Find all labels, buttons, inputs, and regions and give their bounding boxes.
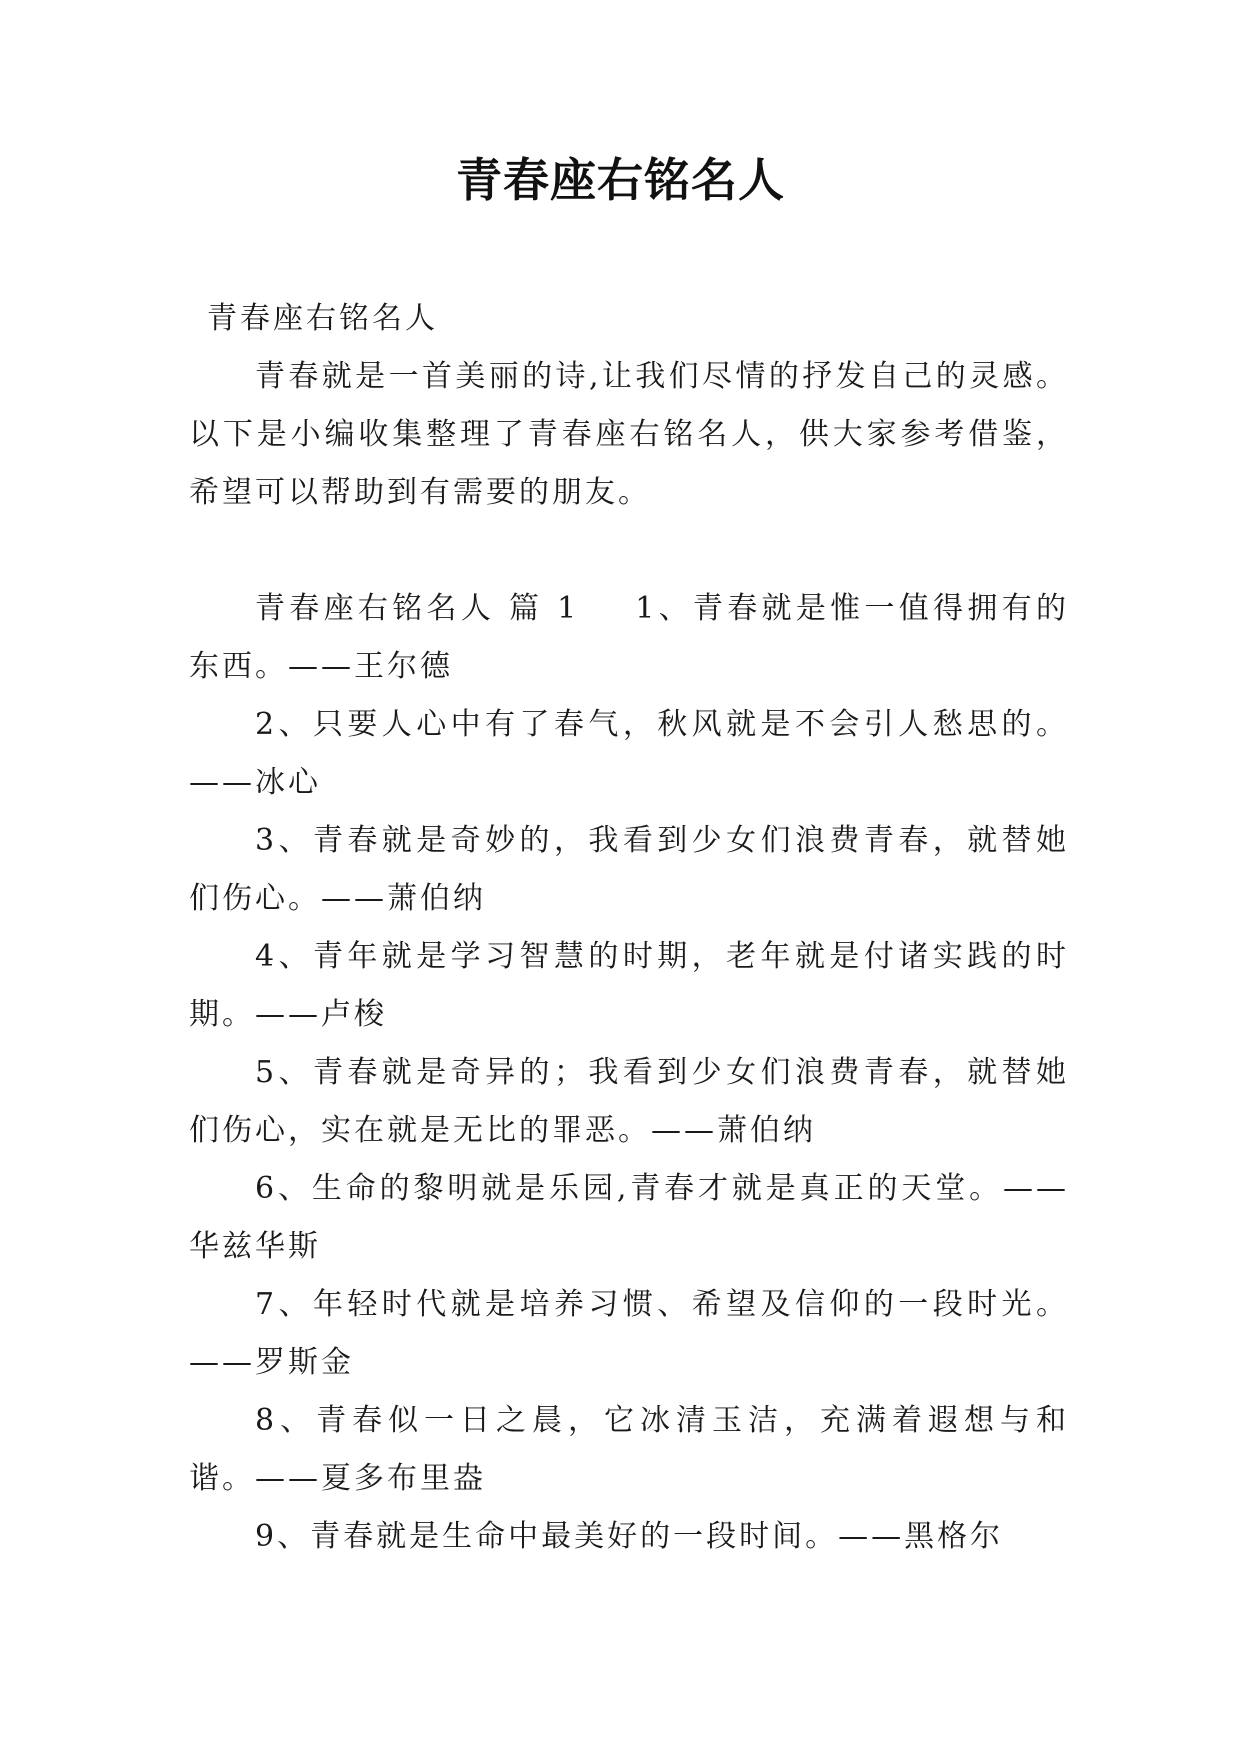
quote-item: 2、只要人心中有了春气，秋风就是不会引人愁思的。——冰心 [189, 707, 1069, 800]
quote-item: 3、青春就是奇妙的，我看到少女们浪费青春，就替她们伤心。——萧伯纳 [189, 823, 1069, 916]
quote-item: 8、青春似一日之晨，它冰清玉洁，充满着遐想与和谐。——夏多布里盎 [189, 1403, 1069, 1496]
quote-item: 9、青春就是生命中最美好的一段时间。——黑格尔 [255, 1519, 1004, 1554]
paragraph-gap [189, 522, 1069, 580]
quote-item: 7、年轻时代就是培养习惯、希望及信仰的一段时光。——罗斯金 [189, 1287, 1069, 1380]
quote-item: 4、青年就是学习智慧的时期，老年就是付诸实践的时期。——卢梭 [189, 939, 1069, 1032]
part-paragraph [189, 580, 1069, 696]
quote-item: 5、青春就是奇异的；我看到少女们浪费青春，就替她们伤心，实在就是无比的罪恶。——萧伯纳 [189, 1055, 1069, 1148]
quote-item: 6、生命的黎明就是乐园,青春才就是真正的天堂。——华兹华斯 [189, 1171, 1069, 1264]
document-subtitle: 青春座右铭名人 [207, 301, 438, 336]
intro-paragraph: 青春就是一首美丽的诗,让我们尽情的抒发自己的灵感。以下是小编收集整理了青春座右铭名人，供大家参考借鉴，希望可以帮助到有需要的朋友。 [189, 359, 1069, 510]
page-title: 青春座右铭名人 [456, 153, 785, 207]
document-body [189, 290, 1069, 1566]
part-label: 青春座右铭名人 篇 1 [255, 591, 580, 626]
quote-item: 1、青春就是惟一值得拥有的东西。——王尔德 [189, 591, 1069, 684]
